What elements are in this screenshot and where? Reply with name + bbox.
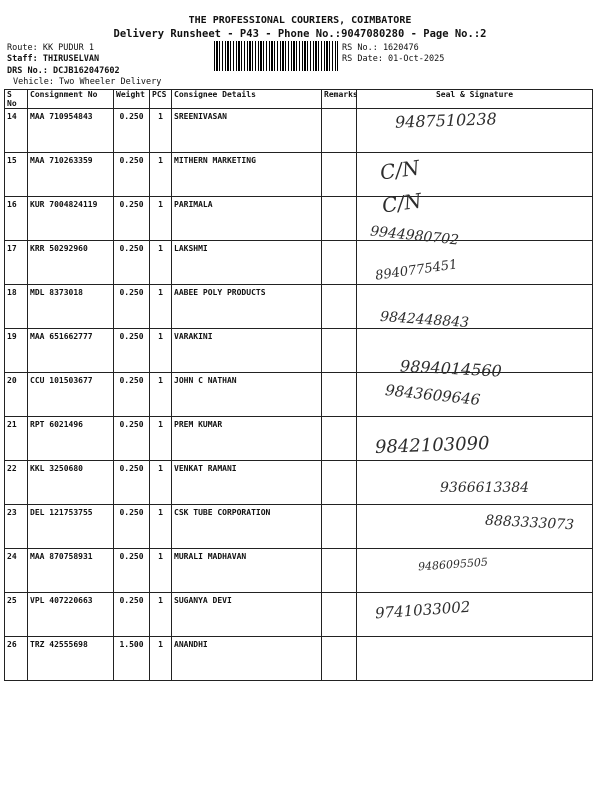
- row-sno: 20: [5, 373, 28, 417]
- row-weight: 0.250: [114, 461, 150, 505]
- row-consignment: VPL 407220663: [28, 593, 114, 637]
- row-pcs: 1: [150, 241, 172, 285]
- row-weight: 0.250: [114, 241, 150, 285]
- row-remarks: [322, 153, 357, 197]
- row-consignee: VENKAT RAMANI: [172, 461, 322, 505]
- vehicle-label: Vehicle: Two Wheeler Delivery: [13, 77, 162, 87]
- row-remarks: [322, 637, 357, 681]
- row-consignee: CSK TUBE CORPORATION: [172, 505, 322, 549]
- row-remarks: [322, 505, 357, 549]
- row-sno: 25: [5, 593, 28, 637]
- row-remarks: [322, 241, 357, 285]
- col-consignment: Consignment No: [28, 90, 114, 109]
- table-row: [5, 549, 593, 593]
- table-row: [5, 637, 593, 681]
- row-weight: 0.250: [114, 153, 150, 197]
- row-sno: 26: [5, 637, 28, 681]
- table-row: [5, 153, 593, 197]
- row-consignment: MAA 651662777: [28, 329, 114, 373]
- row-pcs: 1: [150, 593, 172, 637]
- row-remarks: [322, 329, 357, 373]
- row-consignment: DEL 121753755: [28, 505, 114, 549]
- row-weight: 0.250: [114, 549, 150, 593]
- row-pcs: 1: [150, 329, 172, 373]
- table-row: [5, 593, 593, 637]
- row-signature-cell: [357, 549, 593, 593]
- row-pcs: 1: [150, 505, 172, 549]
- row-pcs: 1: [150, 285, 172, 329]
- row-consignment: CCU 101503677: [28, 373, 114, 417]
- runsheet-subtitle: Delivery Runsheet - P43 - Phone No.:9047080280 - Page No.:2: [113, 28, 487, 40]
- row-weight: 0.250: [114, 285, 150, 329]
- row-remarks: [322, 373, 357, 417]
- row-pcs: 1: [150, 197, 172, 241]
- handwritten-signature: 8883333073: [484, 512, 575, 534]
- col-consignee: Consignee Details: [172, 90, 322, 109]
- col-sno: S No: [5, 90, 28, 109]
- row-consignee: SREENIVASAN: [172, 109, 322, 153]
- handwritten-signature: C/N: [380, 188, 424, 218]
- handwritten-signature: 9842448843: [379, 308, 470, 332]
- rs-number: RS No.: 1620476: [342, 43, 419, 53]
- row-sno: 14: [5, 109, 28, 153]
- handwritten-signature: 9894014560: [399, 356, 503, 381]
- row-pcs: 1: [150, 549, 172, 593]
- row-consignee: ANANDHI: [172, 637, 322, 681]
- handwritten-signature: 9944980702: [369, 223, 460, 249]
- table-row: [5, 417, 593, 461]
- row-consignee: SUGANYA DEVI: [172, 593, 322, 637]
- row-weight: 0.250: [114, 417, 150, 461]
- row-weight: 0.250: [114, 593, 150, 637]
- route-label: Route: KK PUDUR 1: [7, 43, 94, 53]
- handwritten-signature: C/N: [378, 155, 422, 185]
- handwritten-signature: 9843609646: [384, 381, 482, 409]
- row-weight: 0.250: [114, 329, 150, 373]
- rs-date: RS Date: 01-Oct-2025: [342, 54, 445, 64]
- row-sno: 16: [5, 197, 28, 241]
- row-sno: 22: [5, 461, 28, 505]
- runsheet-table: [4, 89, 593, 681]
- row-remarks: [322, 417, 357, 461]
- row-signature-cell: [357, 637, 593, 681]
- row-weight: 0.250: [114, 109, 150, 153]
- barcode: [214, 41, 338, 71]
- row-sno: 18: [5, 285, 28, 329]
- row-sno: 23: [5, 505, 28, 549]
- row-consignee: MURALI MADHAVAN: [172, 549, 322, 593]
- table-row: [5, 285, 593, 329]
- row-sno: 21: [5, 417, 28, 461]
- row-consignment: KKL 3250680: [28, 461, 114, 505]
- row-remarks: [322, 461, 357, 505]
- row-remarks: [322, 197, 357, 241]
- row-consignment: MAA 870758931: [28, 549, 114, 593]
- handwritten-signature: 9741033002: [374, 597, 471, 623]
- col-remarks: Remarks: [322, 90, 357, 109]
- row-pcs: 1: [150, 461, 172, 505]
- row-weight: 0.250: [114, 505, 150, 549]
- row-pcs: 1: [150, 417, 172, 461]
- row-consignment: MAA 710263359: [28, 153, 114, 197]
- row-consignment: KRR 50292960: [28, 241, 114, 285]
- drs-label: DRS No.: DCJB162047602: [7, 66, 120, 76]
- row-sno: 19: [5, 329, 28, 373]
- row-consignment: MDL 8373018: [28, 285, 114, 329]
- row-weight: 0.250: [114, 197, 150, 241]
- row-remarks: [322, 593, 357, 637]
- row-consignment: TRZ 42555698: [28, 637, 114, 681]
- col-pcs: PCS: [150, 90, 172, 109]
- handwritten-signature: 9366613384: [440, 480, 530, 496]
- row-remarks: [322, 109, 357, 153]
- table-row: [5, 109, 593, 153]
- row-consignee: VARAKINI: [172, 329, 322, 373]
- row-consignee: PREM KUMAR: [172, 417, 322, 461]
- staff-label: Staff: THIRUSELVAN: [7, 54, 100, 64]
- row-consignee: JOHN C NATHAN: [172, 373, 322, 417]
- table-row: [5, 329, 593, 373]
- handwritten-signature: 8940775451: [374, 257, 459, 284]
- table-row: [5, 241, 593, 285]
- row-weight: 0.250: [114, 373, 150, 417]
- row-consignment: MAA 710954843: [28, 109, 114, 153]
- row-sno: 15: [5, 153, 28, 197]
- row-consignment: RPT 6021496: [28, 417, 114, 461]
- col-weight: Weight: [114, 90, 150, 109]
- row-consignee: LAKSHMI: [172, 241, 322, 285]
- col-signature: Seal & Signature: [357, 90, 593, 109]
- row-consignment: KUR 7004824119: [28, 197, 114, 241]
- row-pcs: 1: [150, 153, 172, 197]
- table-header-row: [5, 90, 593, 109]
- row-remarks: [322, 549, 357, 593]
- table-row: [5, 373, 593, 417]
- handwritten-signature: 9486095505: [417, 555, 489, 574]
- row-consignee: PARIMALA: [172, 197, 322, 241]
- row-pcs: 1: [150, 373, 172, 417]
- handwritten-signature: 9842103090: [374, 433, 490, 458]
- row-sno: 17: [5, 241, 28, 285]
- row-consignee: AABEE POLY PRODUCTS: [172, 285, 322, 329]
- row-pcs: 1: [150, 637, 172, 681]
- table-row: [5, 197, 593, 241]
- row-remarks: [322, 285, 357, 329]
- row-weight: 1.500: [114, 637, 150, 681]
- company-title: THE PROFESSIONAL COURIERS, COIMBATORE: [188, 15, 412, 26]
- row-pcs: 1: [150, 109, 172, 153]
- row-consignee: MITHERN MARKETING: [172, 153, 322, 197]
- handwritten-signature: 9487510238: [394, 109, 498, 132]
- row-sno: 24: [5, 549, 28, 593]
